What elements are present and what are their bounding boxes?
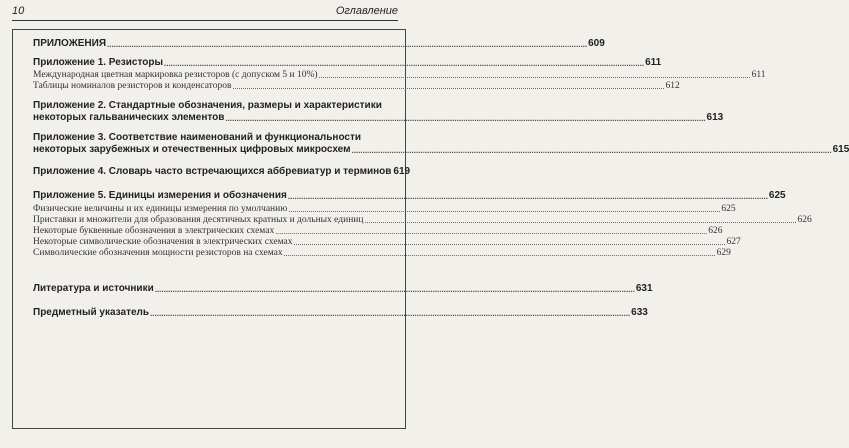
toc-entry-appendices[interactable]: ПРИЛОЖЕНИЯ ..... 609 <box>33 38 393 50</box>
page-number: 10 <box>12 5 25 17</box>
toc-entry-color-marking[interactable]: Международная цветная маркировка резисторов (с допуском 5 и 10%) ..... 611 <box>33 69 393 81</box>
toc-entry-physical-quantities[interactable]: Физические величины и их единицы измерения по умолчанию ..... 625 <box>33 203 393 215</box>
toc-entry-appendix-3[interactable]: некоторых зарубежных и отечественных цифровых микросхем ..... 615 <box>33 144 393 156</box>
toc-entry-appendix-2[interactable]: некоторых гальванических элементов ..... 613 <box>33 112 393 124</box>
section-title: Оглавление <box>335 5 398 17</box>
toc-entry-resistor-power[interactable]: Символические обозначения мощности резисторов на схемах ..... 629 <box>33 247 393 259</box>
page-header <box>12 4 398 21</box>
toc-entry-appendix-1[interactable]: Приложение 1. Резисторы ..... 611 <box>33 57 393 69</box>
toc-entry-appendix-2-line1: Приложение 2. Стандартные обозначения, размеры и характеристики <box>33 100 382 111</box>
toc-entry-appendix-4[interactable]: Приложение 4. Словарь часто встречающихся аббревиатур и терминов 619 <box>33 166 411 177</box>
toc-entry-nominal-tables[interactable]: Таблицы номиналов резисторов и конденсаторов ..... 612 <box>33 80 393 92</box>
toc-entry-subject-index[interactable]: Предметный указатель ..... 633 <box>33 307 393 319</box>
toc-entry-appendix-5[interactable]: Приложение 5. Единицы измерения и обозначения ..... 625 <box>33 190 393 202</box>
toc-entry-letter-symbols[interactable]: Некоторые буквенные обозначения в электрических схемах ..... 626 <box>33 225 393 237</box>
toc-entry-literature[interactable]: Литература и источники ..... 631 <box>33 283 393 295</box>
toc-entry-graphic-symbols[interactable]: Некоторые символические обозначения в электрических схемах ..... 627 <box>33 236 393 248</box>
toc-entry-prefixes[interactable]: Приставки и множители для образования десятичных кратных и дольных единиц ..... 626 <box>33 214 393 226</box>
toc-frame <box>12 29 849 429</box>
toc-entry-appendix-3-line1: Приложение 3. Соответствие наименований и функциональности <box>33 132 362 143</box>
